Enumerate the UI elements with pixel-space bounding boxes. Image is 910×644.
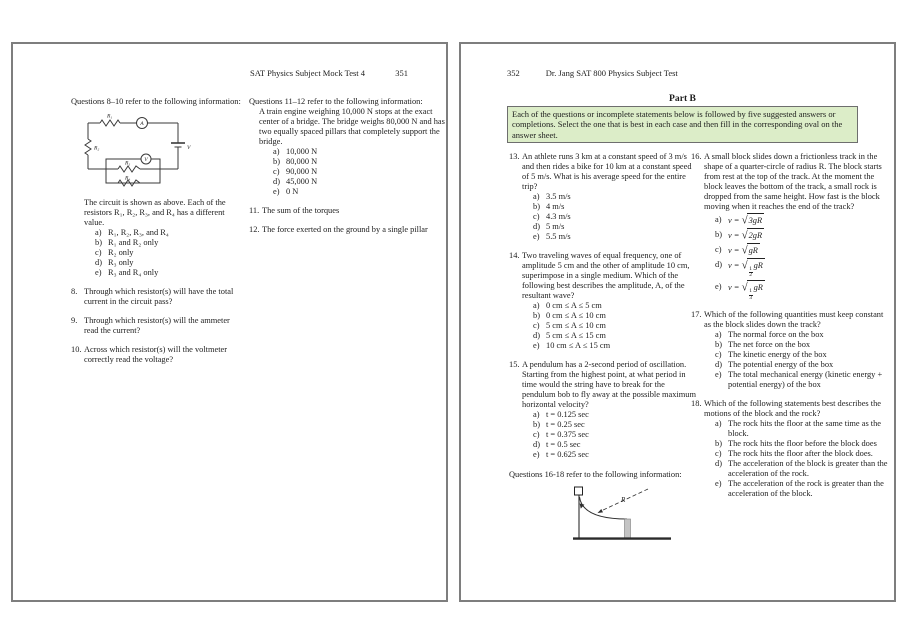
label-battery: V [187,145,191,151]
right-page-header [507,68,678,78]
options-list [704,330,891,390]
option-text: The rock hits the floor at the same time as the block. [728,419,882,439]
question-text: Two traveling waves of equal frequency, one of amplitude 5 cm and the other of amplitude 10 cm, superimpose in a single medium. Which of the following best describes the amplitude, A, of the resultant wave? [522,251,690,300]
option-letter: d) [95,258,102,267]
question-text: Which of the following statements best describes the motions of the block and the rock? [704,399,881,419]
option-text: 0 cm ≤ A ≤ 10 cm [546,311,606,320]
option-text: 10,000 N [286,147,318,156]
option-text: The rock hits the floor before the block does [728,439,877,449]
option-letter: a) [715,330,722,340]
option-letter: a) [533,301,540,310]
formula: v = √ 3gR [728,216,764,225]
formula: v = √ 2gR [728,231,764,240]
option-text: The normal force on the box [728,330,824,340]
options-list [522,192,699,242]
label-r3: R₃ [125,160,131,167]
circuit-description: The circuit is shown as above. Each of the resistors R₁, R₂, R₃, and R₄ has a different value. [84,198,226,227]
resistor-r3-symbol [118,166,140,172]
options-list [522,301,702,351]
answer-option [704,350,891,360]
option-letter: e) [533,450,540,459]
answer-option [249,167,445,177]
track-arc [580,497,628,519]
answer-option [522,450,699,460]
quarter-circle-track-diagram [561,486,676,542]
label-voltmeter: V [144,157,148,164]
option-text: t = 0.375 sec [546,430,589,439]
answer-option [704,340,891,350]
left-page-header [250,68,408,78]
question-text: Across which resistor(s) will the voltmeter correctly read the voltage? [84,345,228,364]
question [691,399,891,499]
answer-option-formula [704,213,891,227]
option-text: 0 N [286,187,299,196]
question-number: 14. [509,251,520,260]
option-text: 90,000 N [286,167,318,176]
option-letter: a) [533,410,540,419]
option-text: 4.3 m/s [546,212,571,221]
label-r4: R₄ [125,175,131,182]
right-page [459,42,896,602]
part-b-heading: Part B [669,93,696,104]
question [509,360,702,460]
circuit-figure [82,111,243,194]
question [691,310,891,390]
option-letter: e) [533,232,540,241]
sqrt-radical: √ gR [742,243,760,257]
question-number: 15. [509,360,520,369]
track-figure [561,486,699,545]
answer-option [522,440,699,450]
option-text: t = 0.625 sec [546,450,589,459]
option-letter: a) [95,228,102,237]
answer-option [704,370,891,390]
question-text: The sum of the torques [262,206,340,215]
option-text: The net force on the box [728,340,811,350]
answer-option [249,157,445,167]
answer-option [71,228,243,238]
question [71,316,243,336]
answer-option [522,321,699,331]
answer-option [704,419,891,439]
answer-option [522,310,702,321]
resistor-r1-symbol [100,120,120,126]
option-text: 5 cm ≤ A ≤ 15 cm [546,331,606,340]
option-text: 80,000 N [286,157,318,166]
formula: v = √ gR [728,246,760,255]
question-text: The force exerted on the ground by a single pillar [262,225,428,234]
option-text: The acceleration of the block is greater than the acceleration of the rock. [728,459,888,479]
answer-option [704,439,891,449]
option-letter: b) [95,238,102,247]
option-letter: d) [533,440,540,449]
question [249,225,445,235]
question-group-intro: Questions 11–12 refer to the following information: [249,97,423,106]
option-text: The acceleration of the rock is greater than the acceleration of the block. [728,479,884,499]
question-number: 9. [71,316,78,325]
options-list [704,213,891,301]
instructions-box: Each of the questions or incomplete statements below is followed by five suggested answers or completions. Select the one that is best in each case and then fill in the corresponding oval on the answer sheet. [507,106,858,143]
option-letter: a) [533,192,540,201]
option-letter: b) [715,439,722,449]
question-number: 13. [509,152,520,161]
answer-option [522,430,699,440]
question-number: 8. [71,287,78,296]
option-letter: b) [715,230,722,239]
option-letter: c) [273,167,280,176]
question [71,287,243,307]
question [691,152,891,301]
answer-option [522,192,699,202]
running-title: SAT Physics Subject Mock Test 4 [250,68,366,78]
option-letter: b) [533,311,540,320]
option-text: R₁, R₂, R₃, and R₄ [108,228,169,237]
option-text: 4 m/s [546,202,565,211]
question-text: Through which resistor(s) will the ammeter read the current? [84,316,230,335]
answer-option [522,212,699,222]
option-text: 10 cm ≤ A ≤ 15 cm [546,341,611,350]
option-letter: e) [715,479,722,489]
answer-option [522,301,699,311]
sqrt-radical: √ 2gR [742,228,765,242]
answer-option [249,187,445,197]
answer-option [522,222,699,232]
option-letter: c) [533,321,540,330]
radius-label: R [621,496,626,504]
shared-options-list [71,228,243,278]
option-text: t = 0.125 sec [546,410,589,419]
option-letter: d) [273,177,280,186]
question [509,251,702,351]
answer-option [704,459,891,479]
rock-pillar [625,519,631,538]
answer-option [704,360,891,370]
option-letter: d) [533,222,540,231]
question-number: 16. [691,152,702,161]
options-list [522,410,699,460]
option-letter: a) [273,147,280,156]
answer-option [71,238,243,248]
option-text: R₃ and R₄ only [108,268,159,277]
option-text: 5.5 m/s [546,232,571,241]
left-page-column-2 [249,97,445,235]
question-number: 12. [249,225,260,234]
resistor-r2-symbol [85,139,91,155]
option-letter: c) [715,350,722,360]
question-number: 10. [71,345,82,354]
answer-option [249,147,445,157]
question-number: 17. [691,310,702,320]
right-page-column-1 [509,152,702,545]
answer-option [522,341,699,351]
option-letter: b) [273,157,280,166]
formula: v = √ $\frac{1}{2}$ gR [728,261,765,270]
page-number: 351 [395,68,408,78]
radius-arrow-icon [598,509,604,513]
answer-option [522,202,699,212]
option-text: The total mechanical energy (kinetic energy + potential energy) of the box [728,370,883,390]
running-title: Dr. Jang SAT 800 Physics Subject Test [545,68,678,78]
question-text: An athlete runs 3 km at a constant speed of 3 m/s and then rides a bike for 10 km at a constant speed of 5 m/s. What is his average speed for the entire trip? [522,152,692,191]
option-letter: e) [533,341,540,350]
label-r1: R₁ [107,113,113,120]
option-letter: a) [715,215,722,224]
answer-option [704,330,891,340]
page-number: 352 [507,68,520,78]
fraction: √ $\frac{1}{2}$ [749,265,752,279]
option-text: The rock hits the floor after the block does. [728,449,873,459]
option-letter: c) [533,430,540,439]
option-letter: a) [715,419,722,429]
option-text: 45,000 N [286,177,318,186]
block-icon [575,487,583,495]
scenario-description: A train engine weighing 10,000 N stops at the exact center of a bridge. The bridge weighs 80,000 N and has two equally spaced pillars that completely support the bridge. [259,107,445,146]
left-page [11,42,448,602]
questions-8-10 [71,287,243,365]
option-letter: e) [273,187,280,196]
label-r2: R₂ [94,145,100,152]
option-text: 5 cm ≤ A ≤ 10 cm [546,321,606,330]
options-list [704,419,891,499]
answer-option [71,268,243,278]
right-page-column-2 [691,152,891,499]
question-text: A small block slides down a frictionless track in the shape of a quarter-circle of radius R. The block starts from rest at the top of the track. At the moment the block leaves the bottom of the track, a small rock is dropped from the same height. How fast is the block moving when it reaches the end of the track? [704,152,882,211]
answer-option [704,449,891,459]
option-text: 0 cm ≤ A ≤ 5 cm [546,301,602,310]
sqrt-radical: √ $\frac{1}{2}$ gR [742,258,765,279]
option-text: The kinetic energy of the box [728,350,827,360]
option-letter: c) [715,449,722,459]
option-text: R₂ only [108,248,134,257]
label-ammeter: A [140,121,144,128]
formula: v = √ $\frac{1}{3}$ gR [728,283,765,292]
option-letter: e) [715,282,722,292]
question [71,345,243,365]
question-text: A pendulum has a 2-second period of oscillation. Starting from the highest point, at what period in time would the string have to break for the pendulum bob to fly away at the possible maximum horizontal velocity? [522,360,696,409]
option-text: R₁ and R₂ only [108,238,159,247]
option-text: R₃ only [108,258,134,267]
answer-option [522,420,699,430]
option-letter: b) [715,340,722,350]
answer-option [249,177,445,187]
option-letter: c) [533,212,540,221]
answer-option-formula [704,243,891,257]
question [249,206,445,216]
option-letter: b) [533,202,540,211]
sqrt-radical: √ 3gR [742,213,765,227]
circuit-diagram [82,111,202,191]
answer-option [704,479,891,499]
option-text: The potential energy of the box [728,360,834,370]
sqrt-radical: √ $\frac{1}{3}$ gR [742,280,765,301]
option-letter: d) [715,459,722,469]
answer-option [522,410,699,420]
left-page-column-1 [71,97,243,365]
answer-option-formula [704,258,891,279]
question-text: Through which resistor(s) will have the total current in the circuit pass? [84,287,234,306]
questions-11-12 [249,206,445,235]
answer-option [71,248,243,258]
answer-option [522,232,699,242]
answer-option-formula [704,228,891,242]
option-letter: c) [95,248,102,257]
answer-option [71,258,243,268]
option-letter: e) [95,268,102,277]
question-group-intro: Questions 16-18 refer to the following information: [509,470,682,479]
question-text: Which of the following quantities must keep constant as the block slides down the track? [704,310,884,330]
option-letter: d) [715,260,722,269]
question-group-intro: Questions 8–10 refer to the following information: [71,97,241,106]
option-letter: e) [715,370,722,380]
answer-option [522,331,699,341]
option-text: t = 0.25 sec [546,420,585,429]
fraction: √ $\frac{1}{3}$ [749,287,752,301]
question [509,152,702,242]
option-text: 3.5 m/s [546,192,571,201]
answer-option-formula [704,280,891,301]
option-text: 5 m/s [546,222,565,231]
option-letter: b) [533,420,540,429]
question-number: 18. [691,399,702,409]
option-letter: d) [533,331,540,340]
option-letter: d) [715,360,722,370]
option-letter: c) [715,245,722,254]
question-number: 11. [249,206,260,215]
shared-options-list [249,147,445,197]
option-text: t = 0.5 sec [546,440,581,449]
